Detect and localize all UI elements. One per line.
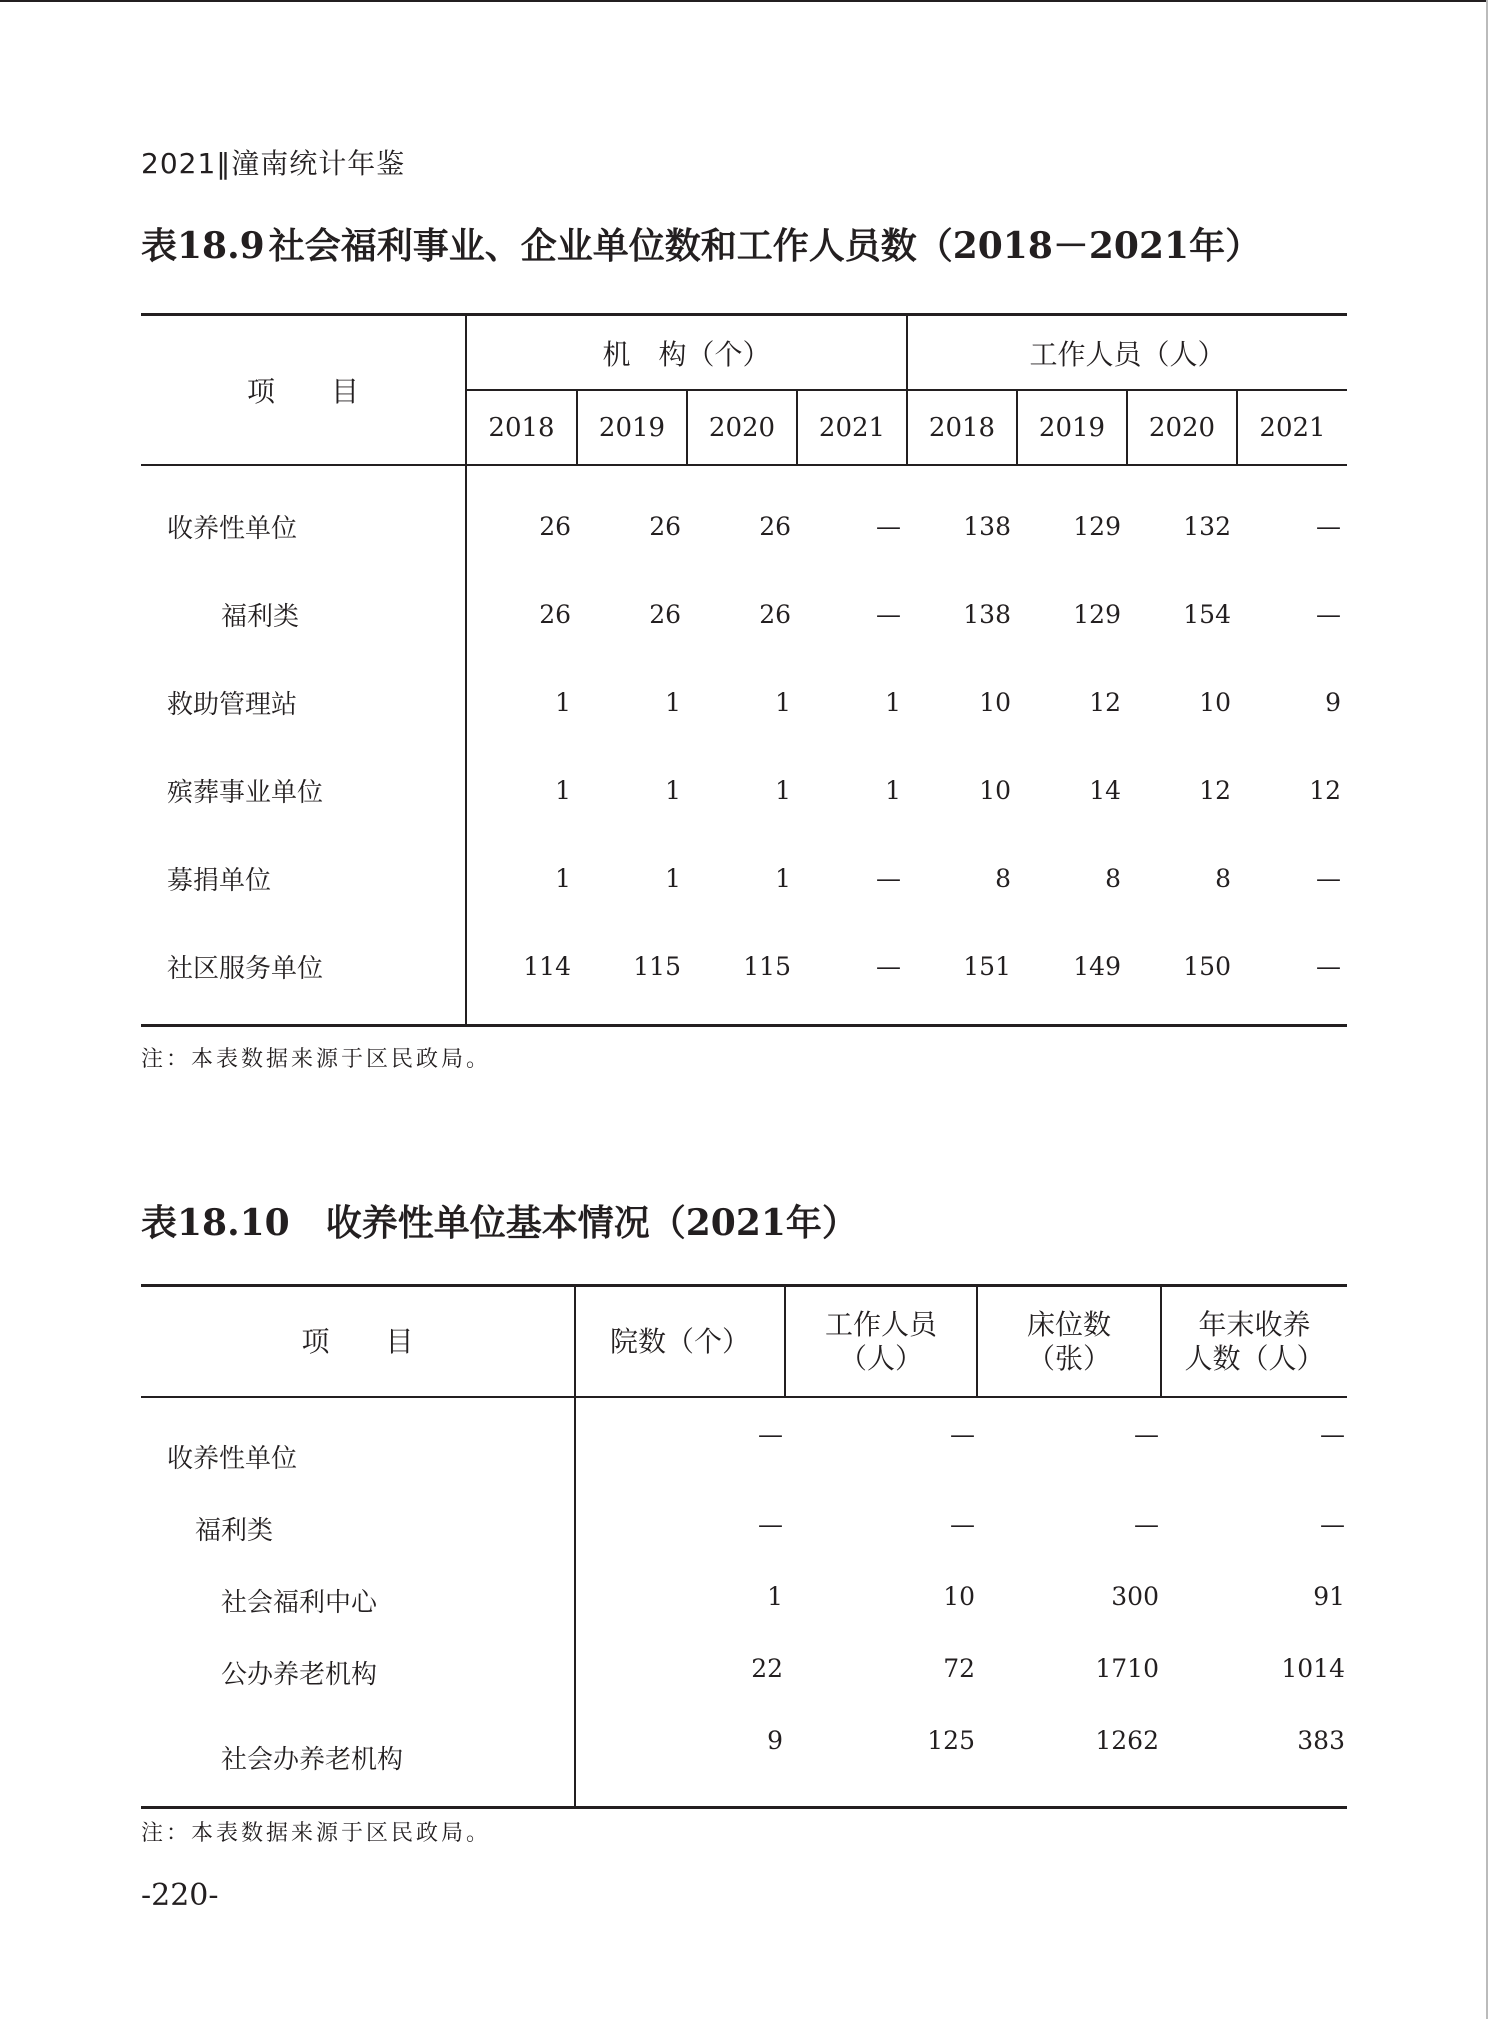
table1-group-institutions: 机 构（个） [466, 315, 907, 391]
table-cell: — [876, 863, 901, 893]
row-label: 公办养老机构 [141, 1636, 575, 1708]
table-cell: 10 [979, 687, 1011, 717]
table2-title [141, 1195, 858, 1246]
table-cell: 9 [1325, 687, 1341, 717]
table-cell: 10 [943, 1582, 975, 1611]
table-cell: — [876, 951, 901, 981]
table-cell: 1710 [1095, 1654, 1159, 1683]
table-cell: 26 [649, 599, 681, 629]
table-cell: — [950, 1510, 975, 1539]
table-cell: 300 [1111, 1582, 1159, 1611]
page-number: -220- [141, 1878, 219, 1913]
table-row [141, 465, 1347, 570]
table-cell: 1262 [1095, 1726, 1159, 1755]
table-row [141, 1636, 1347, 1708]
table-cell: 132 [1183, 511, 1231, 541]
table-cell: — [758, 1420, 783, 1449]
table-cell: 12 [1199, 775, 1231, 805]
table1-year-header: 2021 [1259, 412, 1326, 443]
table-cell: 1 [555, 687, 571, 717]
row-label: 收养性单位 [141, 1397, 575, 1492]
table-cell: 383 [1297, 1726, 1345, 1755]
table-cell: 8 [1105, 863, 1121, 893]
table-cell: — [876, 599, 901, 629]
table-row [141, 1397, 1347, 1492]
table-cell: — [950, 1420, 975, 1449]
page-top-border [0, 0, 1488, 2]
table-row [141, 922, 1347, 1026]
table-row [141, 1564, 1347, 1636]
table1-year-header: 2018 [466, 390, 577, 465]
table1-year-header: 2021 [797, 390, 907, 465]
table-cell: 10 [1199, 687, 1231, 717]
table-cell: — [1316, 599, 1341, 629]
table-cell: 22 [751, 1654, 783, 1683]
table-cell: 26 [759, 599, 791, 629]
table-cell: 8 [995, 863, 1011, 893]
table-cell: 115 [633, 951, 681, 981]
table-cell: 151 [963, 951, 1011, 981]
table1-year-header: 2020 [687, 390, 797, 465]
row-label: 福利类 [141, 570, 466, 658]
row-label: 收养性单位 [141, 465, 466, 570]
table1-year-header: 2019 [577, 390, 687, 465]
table-cell: 8 [1215, 863, 1231, 893]
table1-year-header: 2018 [907, 390, 1017, 465]
table2-title-number: 表18.10 [141, 1202, 290, 1244]
row-label: 殡葬事业单位 [141, 746, 466, 834]
table-cell: 12 [1089, 687, 1121, 717]
table-cell: 150 [1183, 951, 1231, 981]
table-row [141, 834, 1347, 922]
table1-note: 注：本表数据来源于区民政局。 [141, 1047, 492, 1072]
table-cell: 1 [775, 687, 791, 717]
table-cell: 138 [963, 599, 1011, 629]
table-cell: 1 [775, 863, 791, 893]
table-cell: 1014 [1281, 1654, 1345, 1683]
table-cell: 115 [743, 951, 791, 981]
table1-title-text: 社会福利事业、企业单位数和工作人员数（2018－2021年） [268, 225, 1262, 267]
row-label: 福利类 [141, 1492, 575, 1564]
table-cell: 26 [759, 511, 791, 541]
table-cell: 26 [539, 511, 571, 541]
table1-year-header: 2020 [1127, 390, 1237, 465]
table-cell: 138 [963, 511, 1011, 541]
table2-column-header: 院数（个） [575, 1286, 785, 1398]
table-cell: 1 [555, 863, 571, 893]
table-cell: 9 [767, 1726, 783, 1755]
table-cell: 1 [775, 775, 791, 805]
table-row [141, 746, 1347, 834]
table-cell: — [1316, 863, 1341, 893]
table1 [141, 313, 1347, 1027]
row-label: 募捐单位 [141, 834, 466, 922]
table-row [141, 658, 1347, 746]
table-cell: 129 [1073, 599, 1121, 629]
table-cell: 1 [885, 775, 901, 805]
table2-item-header: 项 目 [141, 1286, 575, 1398]
row-label: 社区服务单位 [141, 922, 466, 1026]
table-cell: 26 [649, 511, 681, 541]
table-cell: — [1316, 511, 1341, 541]
table-cell: 91 [1313, 1582, 1345, 1611]
table-cell: 14 [1089, 775, 1121, 805]
row-label: 社会办养老机构 [141, 1708, 575, 1808]
table1-year-header: 2019 [1017, 390, 1127, 465]
table-cell: 149 [1073, 951, 1121, 981]
table-cell: — [1134, 1510, 1159, 1539]
table2 [141, 1284, 1347, 1809]
table-cell: 129 [1073, 511, 1121, 541]
table2-note: 注：本表数据来源于区民政局。 [141, 1821, 492, 1846]
table-cell: 1 [665, 863, 681, 893]
running-header: 2021‖潼南统计年鉴 [141, 147, 406, 180]
table-cell: — [1316, 951, 1341, 981]
table-cell: 1 [555, 775, 571, 805]
table-cell: 1 [665, 687, 681, 717]
table-row [141, 1708, 1347, 1808]
table-cell: 26 [539, 599, 571, 629]
row-label: 救助管理站 [141, 658, 466, 746]
table-cell: 154 [1183, 599, 1231, 629]
table-cell: 12 [1309, 775, 1341, 805]
table-cell: — [1320, 1420, 1345, 1449]
table-cell: — [1320, 1510, 1345, 1539]
table2-column-header: 床位数 （张） [977, 1286, 1161, 1398]
table1-item-header: 项 目 [141, 315, 466, 466]
table2-title-text: 收养性单位基本情况（2021年） [325, 1202, 858, 1244]
table-row [141, 1492, 1347, 1564]
table-cell: — [876, 511, 901, 541]
table-cell: 10 [979, 775, 1011, 805]
row-label: 社会福利中心 [141, 1564, 575, 1636]
table2-column-header: 年末收养 人数（人） [1184, 1307, 1325, 1375]
table-cell: 1 [885, 687, 901, 717]
table-cell: 72 [943, 1654, 975, 1683]
table-cell: 1 [665, 775, 681, 805]
table-cell: — [1134, 1420, 1159, 1449]
table1-title [141, 218, 1261, 269]
table-cell: — [758, 1510, 783, 1539]
table-row [141, 570, 1347, 658]
table-cell: 125 [927, 1726, 975, 1755]
table2-column-header: 工作人员 （人） [785, 1286, 977, 1398]
table-cell: 1 [767, 1582, 783, 1611]
table-cell: 114 [523, 951, 571, 981]
table1-group-staff: 工作人员（人） [907, 315, 1347, 391]
table1-title-number: 表18.9 [141, 225, 265, 267]
